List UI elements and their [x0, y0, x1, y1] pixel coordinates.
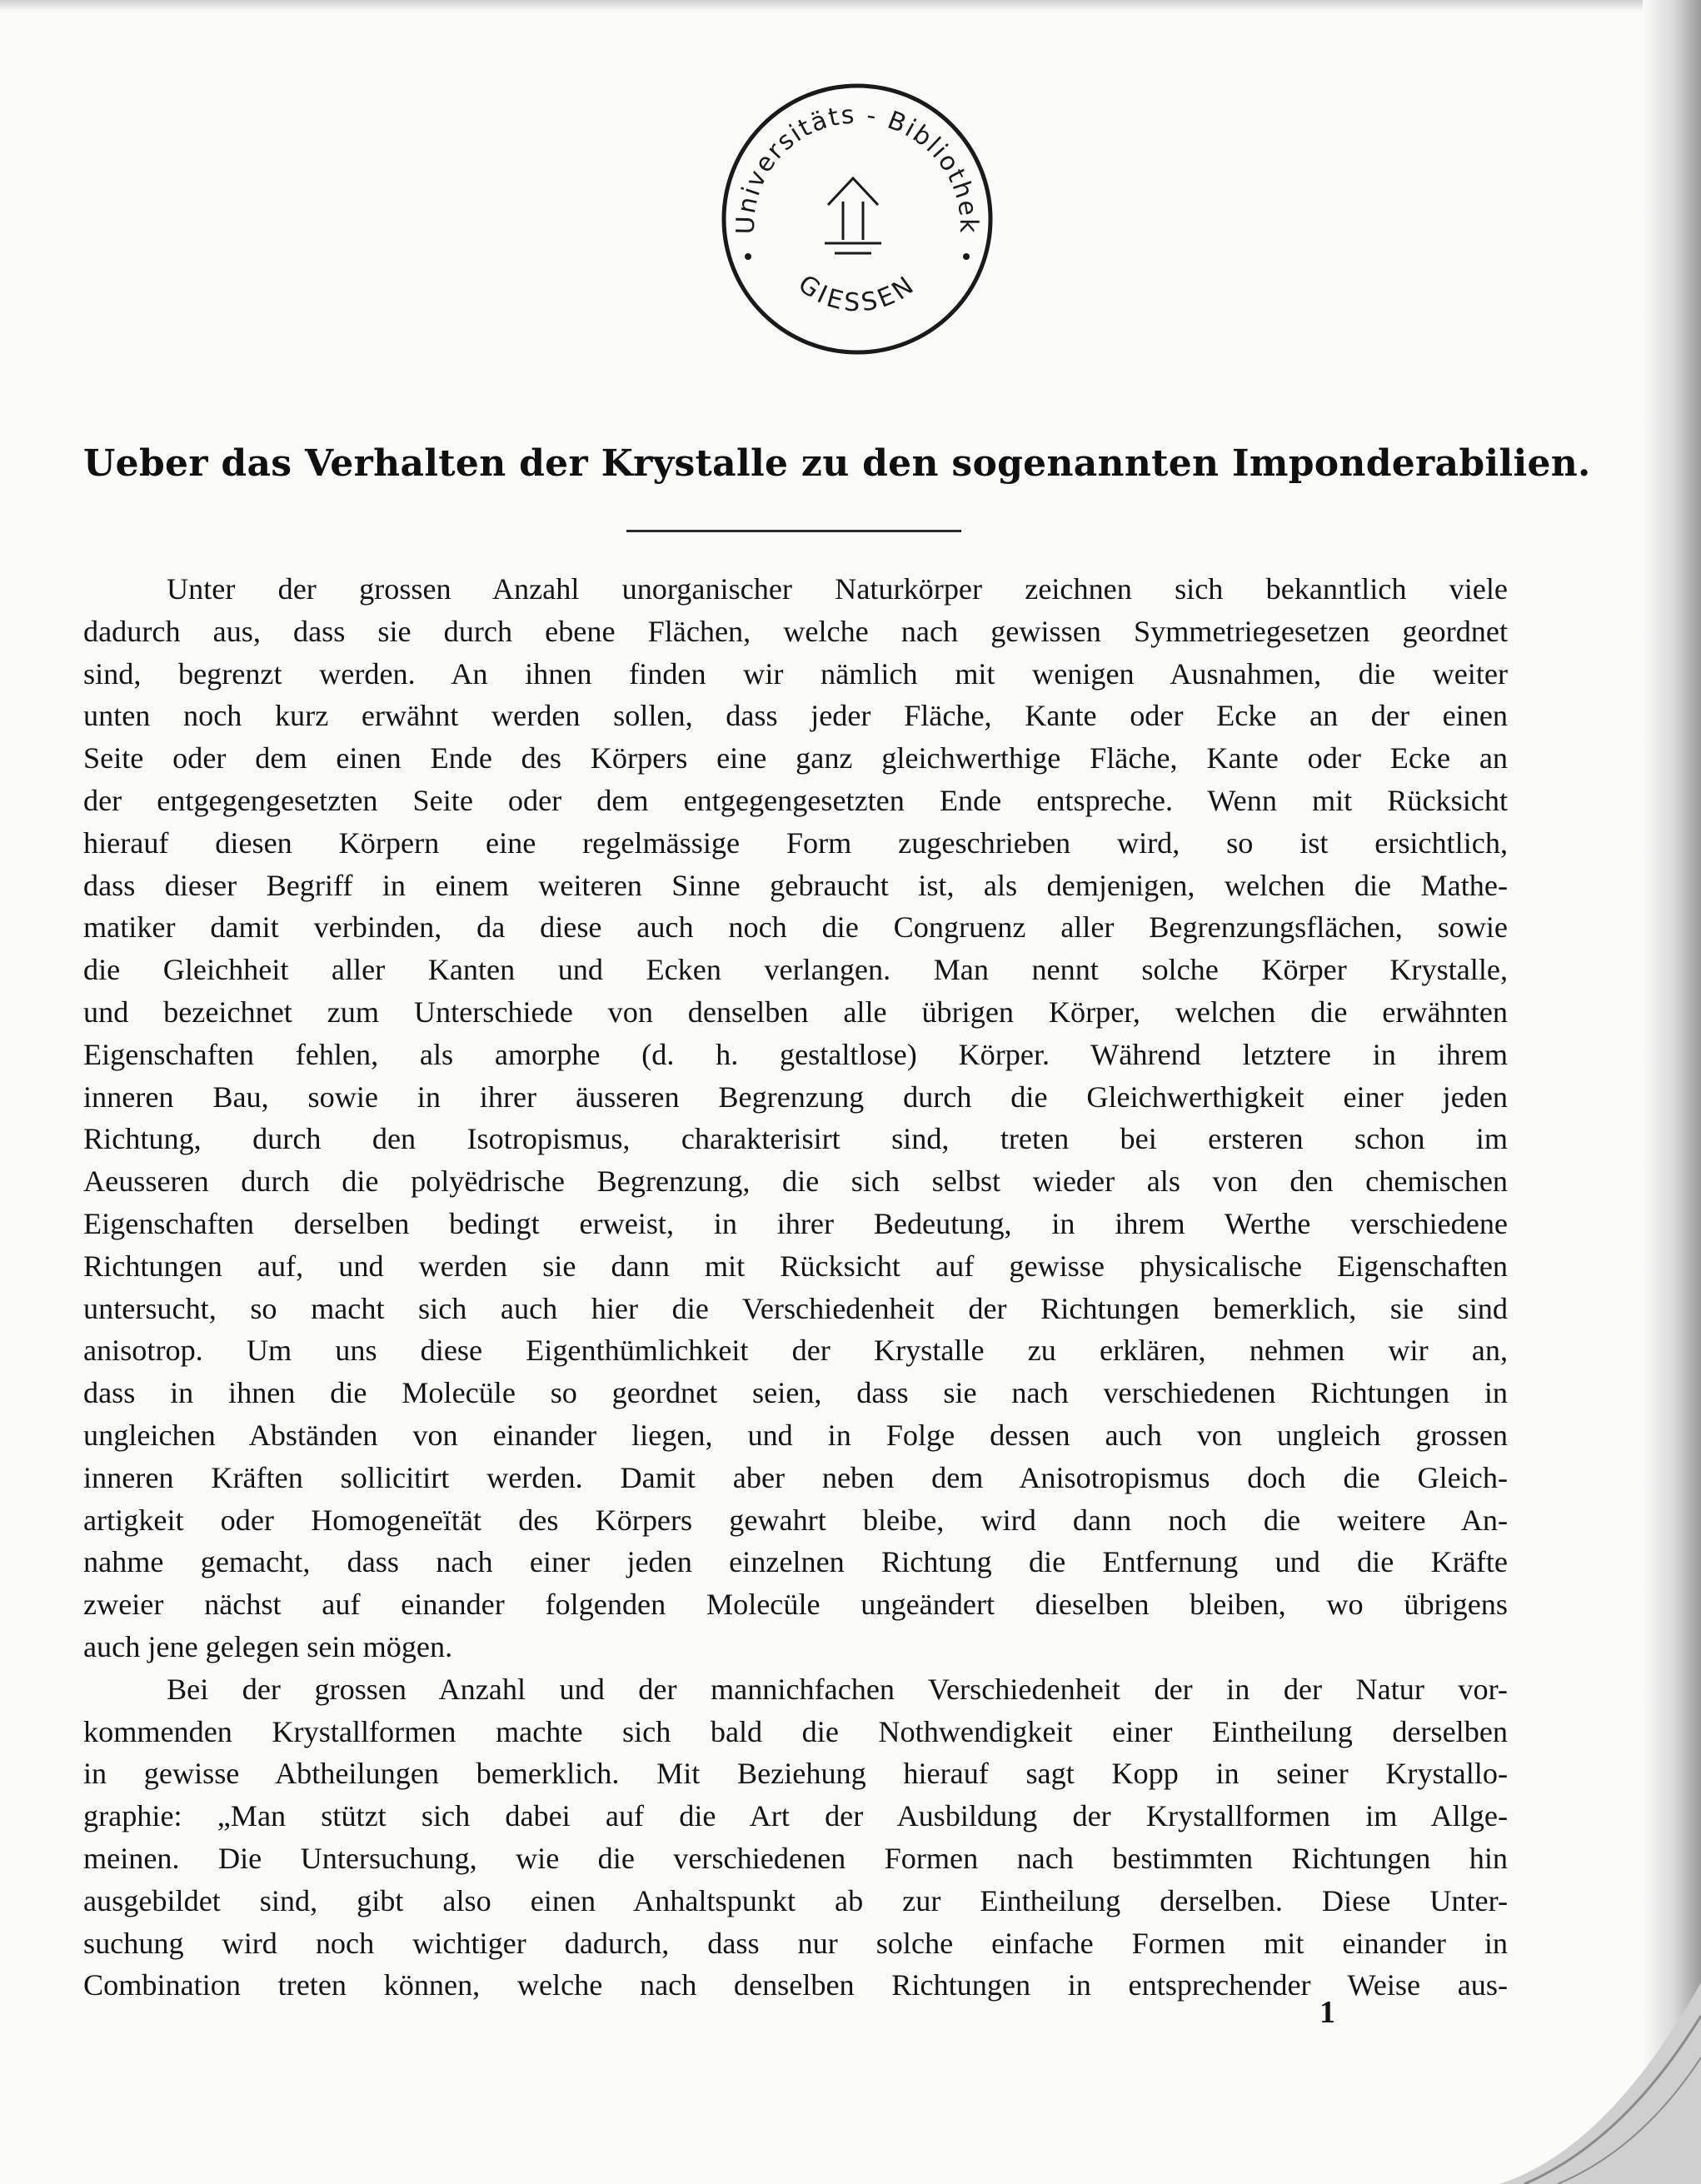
- text-line: untersucht, so macht sich auch hier die Verschiedenheit der Richtungen bemerklich, sie sind: [83, 1291, 1508, 1325]
- library-stamp: [718, 80, 996, 358]
- text-line: ungleichen Abständen von einander liegen, und in Folge dessen auch von ungleich grossen: [83, 1418, 1508, 1452]
- text-line: in gewisse Abtheilungen bemerklich. Mit Beziehung hierauf sagt Kopp in seiner Krystallo-: [83, 1757, 1508, 1791]
- text-line: dass dieser Begriff in einem weiteren Sinne gebraucht ist, als demjenigen, welchen die Mathe-: [83, 868, 1508, 902]
- text-line: Richtung, durch den Isotropismus, charakterisirt sind, treten bei ersteren schon im: [83, 1122, 1508, 1156]
- text-line: artigkeit oder Homogeneïtät des Körpers gewahrt bleibe, wird dann noch die weitere An-: [83, 1503, 1508, 1537]
- text-line: nahme gemacht, dass nach einer jeden einzelnen Richtung die Entfernung und die Kräfte: [83, 1545, 1508, 1579]
- text-line: auch jene gelegen sein mögen.: [83, 1629, 453, 1663]
- text-line: Unter der grossen Anzahl unorganischer Naturkörper zeichnen sich bekanntlich viele: [167, 572, 1508, 606]
- text-line: kommenden Krystallformen machte sich bald die Nothwendigkeit einer Eintheilung derselben: [83, 1714, 1508, 1748]
- text-line: unten noch kurz erwähnt werden sollen, dass jeder Fläche, Kante oder Ecke an der einen: [83, 699, 1508, 733]
- text-line: Combination treten können, welche nach denselben Richtungen in entsprechender Weise aus-: [83, 1968, 1508, 2002]
- text-line: matiker damit verbinden, da diese auch noch die Congruenz aller Begrenzungsflächen, sowie: [83, 910, 1508, 945]
- text-line: anisotrop. Um uns diese Eigenthümlichkeit der Krystalle zu erklären, nehmen wir an,: [83, 1334, 1508, 1368]
- svg-text:Universitäts - Bibliothek: Universitäts - Bibliothek: [731, 100, 984, 235]
- page-number: 1: [1319, 1995, 1335, 2030]
- article-title: Ueber das Verhalten der Krystalle zu den sogenannten Imponderabilien.: [83, 442, 1591, 485]
- text-line: inneren Bau, sowie in ihrer äusseren Begrenzung durch die Gleichwerthigkeit einer jeden: [83, 1080, 1508, 1114]
- article-body: [83, 568, 1508, 2007]
- text-line: die Gleichheit aller Kanten und Ecken verlangen. Man nennt solche Körper Krystalle,: [83, 953, 1508, 987]
- library-stamp-graphic: [718, 80, 996, 358]
- text-line: Richtungen auf, und werden sie dann mit Rücksicht auf gewisse physicalische Eigenschaften: [83, 1249, 1508, 1283]
- text-line: hierauf diesen Körpern eine regelmässige Form zugeschrieben wird, so ist ersichtlich,: [83, 825, 1508, 860]
- page-right-edge-shadow: [1643, 0, 1701, 2184]
- text-line: graphie: „Man stützt sich dabei auf die Art der Ausbildung der Krystallformen im Allge-: [83, 1799, 1508, 1833]
- text-line: der entgegengesetzten Seite oder dem entgegengesetzten Ende entspreche. Wenn mit Rücksicht: [83, 783, 1508, 817]
- text-line: dadurch aus, dass sie durch ebene Flächen, welche nach gewissen Symmetriegesetzen geordnet: [83, 614, 1508, 648]
- text-line: sind, begrenzt werden. An ihnen finden wir nämlich mit wenigen Ausnahmen, die weiter: [83, 656, 1508, 691]
- text-line: inneren Kräften sollicitirt werden. Damit aber neben dem Anisotropismus doch die Gleich-: [83, 1460, 1508, 1494]
- text-line: Seite oder dem einen Ende des Körpers eine ganz gleichwerthige Fläche, Kante oder Ecke an: [83, 741, 1508, 775]
- text-line: Bei der grossen Anzahl und der mannichfachen Verschiedenheit der in der Natur vor-: [167, 1672, 1508, 1706]
- text-line: Aeusseren durch die polyëdrische Begrenzung, die sich selbst wieder als von den chemischen: [83, 1164, 1508, 1199]
- page-corner-curl: [1433, 1982, 1701, 2184]
- text-line: zweier nächst auf einander folgenden Molecüle ungeändert dieselben bleiben, wo übrigens: [83, 1588, 1508, 1622]
- text-line: und bezeichnet zum Unterschiede von denselben alle übrigen Körper, welchen die erwähnten: [83, 995, 1508, 1029]
- text-line: ausgebildet sind, gibt also einen Anhaltspunkt ab zur Eintheilung derselben. Diese Unter-: [83, 1883, 1508, 1917]
- text-line: Eigenschaften derselben bedingt erweist, in ihrer Bedeutung, in ihrem Werthe verschiedene: [83, 1206, 1508, 1240]
- text-line: Eigenschaften fehlen, als amorphe (d. h. gestaltlose) Körper. Während letztere in ihrem: [83, 1037, 1508, 1071]
- text-line: dass in ihnen die Molecüle so geordnet seien, dass sie nach verschiedenen Richtungen in: [83, 1376, 1508, 1410]
- svg-text:GIESSEN: GIESSEN: [792, 269, 922, 318]
- text-line: meinen. Die Untersuchung, wie die verschiedenen Formen nach bestimmten Richtungen hin: [83, 1841, 1508, 1875]
- title-underline: [626, 530, 961, 532]
- page-top-edge: [0, 0, 1701, 12]
- text-line: suchung wird noch wichtiger dadurch, dass nur solche einfache Formen mit einander in: [83, 1926, 1508, 1960]
